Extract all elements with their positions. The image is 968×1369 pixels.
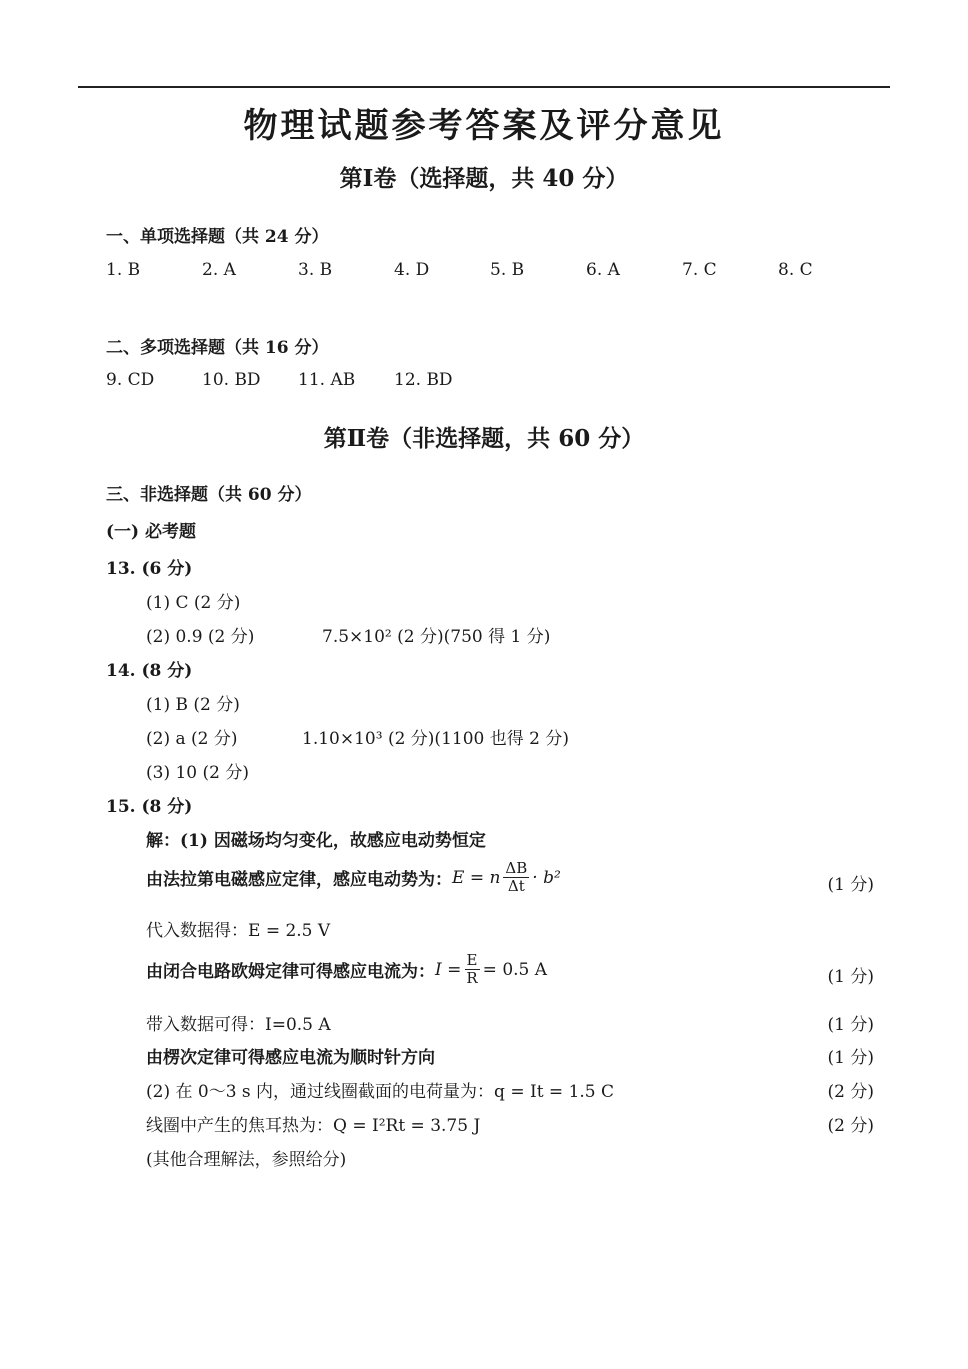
sec3-heading: 三、非选择题（共 60 分） <box>106 485 312 505</box>
q15-step4 <box>146 952 547 987</box>
answer-12: 12. BD <box>394 370 453 390</box>
q15-step3: 代入数据得：E = 2.5 V <box>146 921 331 941</box>
answer-6: 6. A <box>586 260 620 280</box>
q15-step2-tail: · b² <box>532 867 561 888</box>
q15-step7: (2) 在 0～3 s 内，通过线圈截面的电荷量为：q = It = 1.5 C <box>146 1082 615 1102</box>
answer-2: 2. A <box>202 260 236 280</box>
q15-heading: 15. (8 分) <box>106 797 193 817</box>
answer-7: 7. C <box>682 260 717 280</box>
q15-step1: 解：(1) 因磁场均匀变化，故感应电动势恒定 <box>146 831 486 851</box>
q14-line1: (1) B (2 分) <box>146 695 240 715</box>
q13-line2a: (2) 0.9 (2 分) <box>146 627 255 647</box>
part1-heading: 第Ⅰ卷（选择题，共 40 分） <box>339 165 629 192</box>
fraction-numerator: E <box>466 951 478 969</box>
page-title: 物理试题参考答案及评分意见 <box>243 106 725 146</box>
answer-8: 8. C <box>778 260 813 280</box>
answer-9: 9. CD <box>106 370 155 390</box>
part2-heading: 第Ⅱ卷（非选择题，共 60 分） <box>323 425 645 452</box>
q15-step4-score: (1 分) <box>827 967 874 987</box>
q15-step5: 带入数据可得：I=0.5 A <box>146 1015 331 1035</box>
q15-step4-lhs: I = <box>435 959 462 980</box>
q15-step5-score: (1 分) <box>827 1015 874 1035</box>
answer-11: 11. AB <box>298 370 356 390</box>
answer-10: 10. BD <box>202 370 261 390</box>
q15-step2-score: (1 分) <box>827 875 874 895</box>
answer-5: 5. B <box>490 260 525 280</box>
answer-1: 1. B <box>106 260 141 280</box>
sec2-heading: 二、多项选择题（共 16 分） <box>106 338 329 358</box>
q14-line3: (3) 10 (2 分) <box>146 763 250 783</box>
q15-step6-score: (1 分) <box>827 1048 874 1068</box>
fraction-dB-dt <box>503 860 529 895</box>
answer-3: 3. B <box>298 260 333 280</box>
sub-heading-required: (一) 必考题 <box>106 522 197 542</box>
q13-heading: 13. (6 分) <box>106 559 193 579</box>
fraction-numerator: ΔB <box>505 859 528 877</box>
fraction-denominator: Δt <box>507 877 525 895</box>
q15-step8-score: (2 分) <box>827 1116 874 1136</box>
sec1-heading: 一、单项选择题（共 24 分） <box>106 227 329 247</box>
fraction-denominator: R <box>466 969 478 987</box>
top-rule <box>78 86 890 88</box>
q15-step4-tail: = 0.5 A <box>482 959 548 980</box>
q15-note: (其他合理解法，参照给分) <box>146 1150 347 1170</box>
q14-line2b: 1.10×10³ (2 分)(1100 也得 2 分) <box>302 729 569 749</box>
q15-step2 <box>146 860 561 895</box>
q14-heading: 14. (8 分) <box>106 661 193 681</box>
q15-step6: 由楞次定律可得感应电流为顺时针方向 <box>146 1048 435 1068</box>
q13-line2b: 7.5×10² (2 分)(750 得 1 分) <box>322 627 551 647</box>
q13-line1: (1) C (2 分) <box>146 593 241 613</box>
answer-4: 4. D <box>394 260 430 280</box>
q15-step7-score: (2 分) <box>827 1082 874 1102</box>
q15-step2-text: 由法拉第电磁感应定律，感应电动势为： <box>146 870 452 890</box>
q14-line2a: (2) a (2 分) <box>146 729 238 749</box>
q15-step8: 线圈中产生的焦耳热为：Q = I²Rt = 3.75 J <box>146 1116 481 1136</box>
q15-step2-lhs: E = n <box>452 867 501 888</box>
q15-step4-text: 由闭合电路欧姆定律可得感应电流为： <box>146 962 435 982</box>
fraction-E-R <box>464 952 479 987</box>
